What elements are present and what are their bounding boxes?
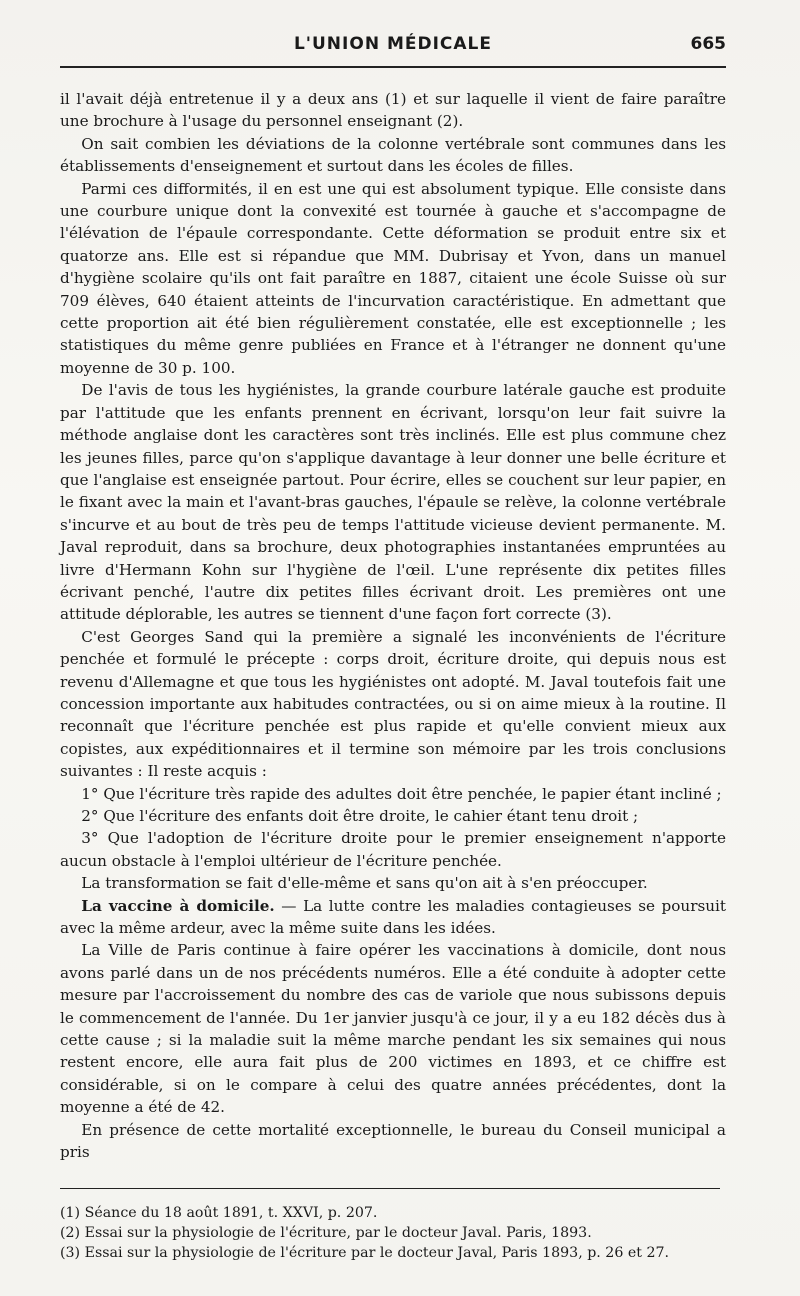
conclusion-item: 2° Que l'écriture des enfants doit être droite, le cahier étant tenu droit ;: [81, 807, 639, 825]
paragraph: C'est Georges Sand qui la première a signalé les inconvénients de l'écriture penchée et formulé le précepte : corps droit, écriture droite, qui depuis nous est revenu d'Allemagne et que tous les hygiénistes ont adopté. M. Javal toutefois fait une concession importante aux habitudes contractées, ou si on aime mieux à la routine. Il reconnaît que l'écriture penchée est plus rapide et qu'elle convient mieux aux copistes, aux expéditionnaires et il termine son mémoire par les trois conclusions suivantes : Il reste acquis :: [60, 627, 726, 781]
paragraph: Parmi ces difformités, il en est une qui est absolument typique. Elle consiste dans une courbure unique dont la convexité est tournée à gauche et s'accompagne de l'élévation de l'épaule correspondante. Cette déformation se produit entre six et quatorze ans. Elle est si répandue que MM. Dubrisay et Yvon, dans un manuel d'hygiène scolaire qu'ils ont fait paraître en 1887, citaient une école Suisse où sur 709 élèves, 640 étaient atteints de l'incurvation caractéristique. En admettant que cette proportion ait été bien régulièrement constatée, elle est exceptionnelle ; les statistiques du même genre publiées en France et à l'étranger ne donnent qu'une moyenne de 30 p. 100.: [60, 179, 726, 377]
paragraph: On sait combien les déviations de la colonne vertébrale sont communes dans les établissements d'enseignement et surtout dans les écoles de filles.: [60, 134, 726, 176]
footnotes: [60, 1203, 726, 1263]
footnote: (2) Essai sur la physiologie de l'écriture, par le docteur Javal. Paris, 1893.: [60, 1224, 592, 1241]
conclusion-item: 1° Que l'écriture très rapide des adultes doit être penchée, le papier étant incliné ;: [81, 784, 722, 803]
footnote-rule: [60, 1188, 720, 1189]
section-text: — La lutte contre les maladies contagieuses se poursuit avec la même ardeur, avec la même suite dans les idées.: [60, 896, 727, 938]
section-heading: La vaccine à domicile.: [81, 896, 275, 915]
conclusion-item: 3° Que l'adoption de l'écriture droite pour le premier enseignement n'apporte aucun obstacle à l'emploi ultérieur de l'écriture penchée.: [60, 829, 726, 870]
paragraph: De l'avis de tous les hygiénistes, la grande courbure latérale gauche est produite par l'attitude que les enfants prennent en écrivant, lorsqu'on leur fait suivre la méthode anglaise dont les caractères sont très inclinés. Elle est plus commune chez les jeunes filles, parce qu'on s'applique davantage à leur donner une belle écriture et que l'anglaise est enseignée partout. Pour écrire, elles se couchent sur leur papier, en le fixant avec la main et l'avant-bras gauches, l'épaule se relève, la colonne vertébrale s'incurve et au bout de très peu de temps l'attitude vicieuse devient permanente. M. Javal reproduit, dans sa brochure, deux photographies instantanées empruntées au livre d'Hermann Kohn sur l'hygiène de l'œil. L'une représente dix petites filles écrivant penché, l'autre dix petites filles écrivant droit. Les premières ont une attitude déplorable, les autres se tiennent d'une façon fort correcte (3).: [60, 381, 726, 624]
paragraph: il l'avait déjà entretenue il y a deux ans (1) et sur laquelle il vient de faire paraître une brochure à l'usage du personnel enseignant (2).: [60, 90, 726, 131]
footnote: (3) Essai sur la physiologie de l'écriture par le docteur Javal, Paris 1893, p. 26 et 27.: [60, 1244, 670, 1261]
paragraph: La Ville de Paris continue à faire opérer les vaccinations à domicile, dont nous avons parlé dans un de nos précédents numéros. Elle a été conduite à adopter cette mesure par l'accroissement du nombre des cas de variole que nous subissons depuis le commencement de l'année. Du 1er janvier jusqu'à ce jour, il y a eu 182 décès dus à cette cause ; si la maladie suit la même marche pendant les six semaines qui nous restent encore, elle aura fait plus de 200 victimes en 1893, et ce chiffre est considérable, si on le compare à celui des quatre années précédentes, dont la moyenne a été de 42.: [60, 941, 726, 1117]
section-paragraph: [60, 895, 726, 940]
running-title: L'UNION MÉDICALE: [293, 34, 493, 54]
page-header: [60, 34, 726, 66]
page-number: 665: [690, 34, 726, 54]
paragraph: La transformation se fait d'elle-même et sans qu'on ait à s'en préoccuper.: [81, 874, 648, 893]
paragraph: En présence de cette mortalité exceptionnelle, le bureau du Conseil municipal a pris: [60, 1120, 726, 1162]
body-text: [60, 88, 726, 1164]
footnote: (1) Séance du 18 août 1891, t. XXVI, p. 207.: [60, 1204, 378, 1221]
header-rule: [60, 66, 726, 68]
